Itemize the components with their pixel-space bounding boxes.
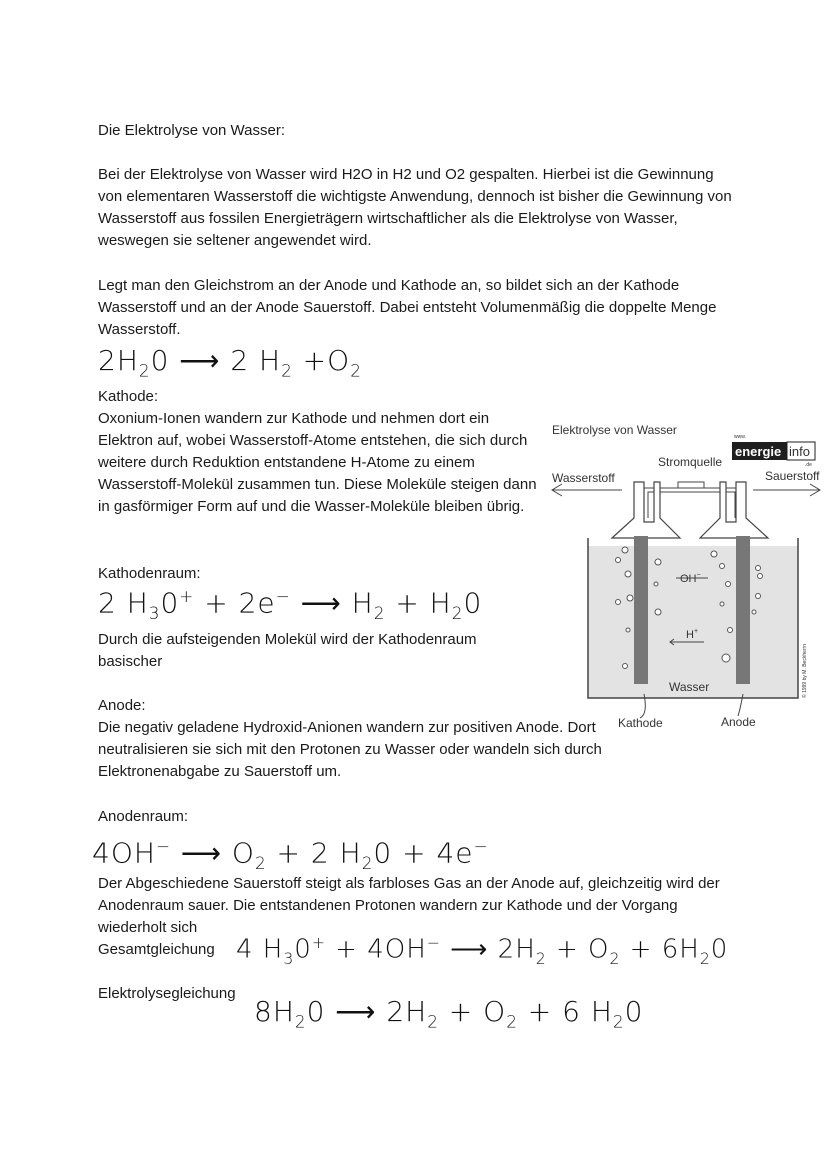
kathode-text: Oxonium-Ionen wandern zur Kathode und nehmen dort ein Elektron auf, wobei Wasserstoff-Atome entstehen, die sich durch weitere durch Reduktion entstandene H-Atome zu einem Wasserstoff-Molekül zusammen tun. Diese Moleküle steigen dann in gasförmiger Form auf und die Wasser-Moleküle bleiben übrig.: [98, 410, 537, 515]
electrolysis-diagram: [548, 418, 828, 738]
equation-elektrolyse: $8H_20$ ⟶ $2H_2 + O_2 + 6$ $H_20$: [254, 995, 644, 1032]
kathode-title: Kathode:: [98, 388, 159, 405]
hydroxide-ion-label: OH−: [680, 572, 701, 585]
kathodenraum-text: Durch die aufsteigenden Molekül wird der Kathodenraum basischer: [98, 631, 477, 670]
gesamtgleichung-label: Gesamtgleichung: [98, 941, 215, 958]
logo-energie: energie: [735, 444, 782, 459]
logo-de: .de: [805, 462, 812, 468]
logo-info: info: [789, 444, 810, 459]
equation-anodenraum: 4OH− ⟶ $O_2 + 2$ $H_20 + 4e^-$: [92, 836, 489, 873]
proton-label: H+: [686, 628, 699, 641]
kathode-electrode: [634, 536, 648, 684]
anode-title: Anode:: [98, 697, 146, 714]
current-paragraph: Legt man den Gleichstrom an der Anode und Kathode an, so bildet sich an der Kathode Wasserstoff und an der Anode Sauerstoff. Dabei entsteht Volumenmäßig die doppelte Menge Wasserstoff.: [98, 277, 717, 338]
elektrolysegleichung-label: Elektrolysegleichung: [98, 985, 236, 1002]
intro-paragraph: Bei der Elektrolyse von Wasser wird H2O in H2 und O2 gespalten. Hierbei ist die Gewinnung von elementaren Wasserstoff die wichtigste Anwendung, dennoch ist bisher die Gewinnung von Wasserstoff aus fossilen Energieträgern wirtschaftlicher als die Elektrolyse von Wasser, weswegen sie seltener angewendet wird.: [98, 166, 732, 249]
stromquelle-label: Stromquelle: [658, 455, 723, 469]
logo-www: www.: [734, 434, 746, 440]
kathodenraum-title: Kathodenraum:: [98, 565, 201, 582]
anodenraum-title: Anodenraum:: [98, 808, 189, 825]
electrolyte-water: [588, 546, 798, 698]
page-heading: Die Elektrolyse von Wasser:: [98, 122, 286, 139]
anode-electrode: [736, 536, 750, 684]
sauerstoff-label: Sauerstoff: [765, 469, 820, 483]
equation-gesamt: 4 $H_30^+ + 4OH^-$ ⟶ $2H_2 + O_2 + 6H_20$: [236, 934, 729, 968]
wasser-label: Wasser: [669, 680, 710, 694]
anode-text: Die negativ geladene Hydroxid-Anionen wandern zur positiven Anode. Dort neutralisieren sie sich mit den Protonen zu Wasser oder wandeln sich durch Elektronenabgabe zu Sauerstoff um.: [98, 719, 602, 780]
anode-label: Anode: [721, 715, 756, 729]
wasserstoff-label: Wasserstoff: [552, 471, 615, 485]
equation-water-split: $2H_20$ ⟶ 2 $H_2 +O_2$: [98, 344, 362, 381]
anodenraum-text: Der Abgeschiedene Sauerstoff steigt als farbloses Gas an der Anode auf, gleichzeitig wird der Anodenraum sauer. Die entstandenen Protonen wandern zur Kathode und der Vorgang wiederholt sich: [98, 875, 720, 936]
kathode-label: Kathode: [618, 716, 663, 730]
equation-kathodenraum: 2 $H_30^+ + 2e^-$ ⟶ $H_2 + H_20$: [98, 586, 483, 623]
copyright-note: © 1999 by M. Beckherrn: [802, 644, 808, 698]
diagram-title: Elektrolyse von Wasser: [552, 423, 677, 437]
